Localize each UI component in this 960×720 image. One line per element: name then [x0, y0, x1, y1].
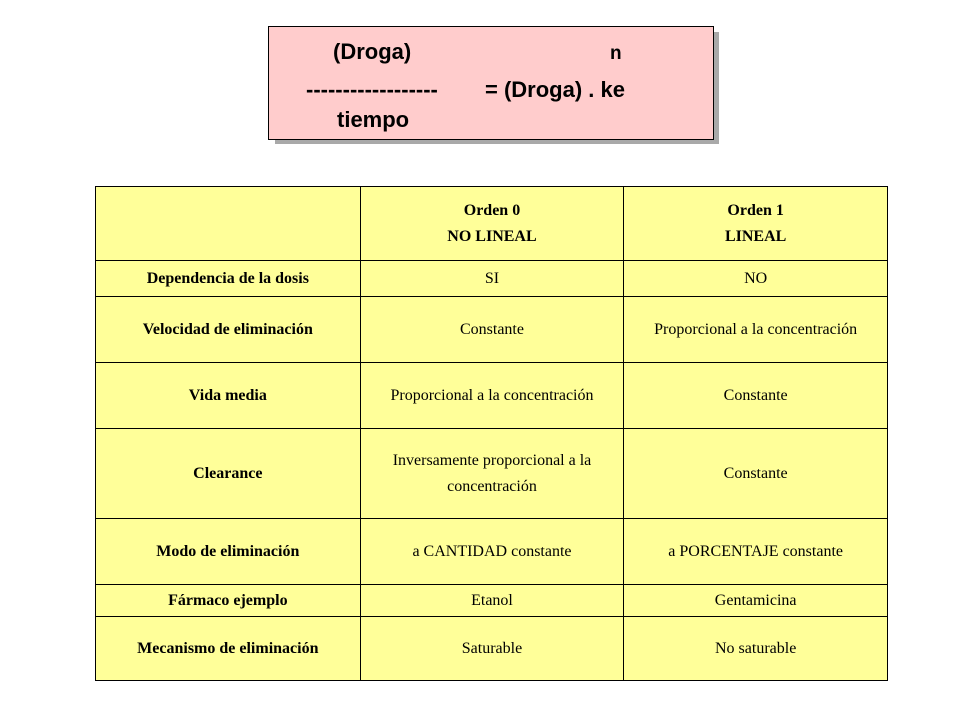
- cell-order-1: Gentamicina: [624, 585, 888, 617]
- row-label: Vida media: [96, 363, 361, 429]
- cell-order-1: Proporcional a la concentración: [624, 297, 888, 363]
- table-row: [96, 519, 888, 585]
- formula-box: [268, 26, 714, 140]
- table-row: [96, 429, 888, 519]
- header-empty-cell: [96, 187, 361, 261]
- header-order-0: Orden 0 NO LINEAL: [360, 187, 624, 261]
- cell-order-1: Constante: [624, 363, 888, 429]
- cell-order-0: Proporcional a la concentración: [360, 363, 624, 429]
- formula-numerator: (Droga): [333, 39, 412, 64]
- table-row: [96, 297, 888, 363]
- row-label: Dependencia de la dosis: [96, 261, 361, 297]
- row-label: Clearance: [96, 429, 361, 519]
- header-order-1: Orden 1 LINEAL: [624, 187, 888, 261]
- cell-order-1: a PORCENTAJE constante: [624, 519, 888, 585]
- table-row: [96, 261, 888, 297]
- cell-order-1: No saturable: [624, 617, 888, 681]
- cell-order-1: NO: [624, 261, 888, 297]
- formula-denominator: tiempo: [337, 107, 410, 132]
- cell-order-0: Etanol: [360, 585, 624, 617]
- kinetics-comparison-table: [95, 186, 888, 681]
- formula-fraction-bar: ------------------: [306, 77, 438, 102]
- cell-order-0: Constante: [360, 297, 624, 363]
- row-label: Modo de eliminación: [96, 519, 361, 585]
- table-header-row: [96, 187, 888, 261]
- row-label: Mecanismo de eliminación: [96, 617, 361, 681]
- table-row: [96, 585, 888, 617]
- cell-order-0: SI: [360, 261, 624, 297]
- row-label: Velocidad de eliminación: [96, 297, 361, 363]
- formula-right-side: = (Droga) . ke: [485, 77, 625, 102]
- cell-order-0: a CANTIDAD constante: [360, 519, 624, 585]
- formula-exponent: n: [610, 43, 622, 64]
- cell-order-0: Inversamente proporcional a la concentración: [360, 429, 624, 519]
- table-row: [96, 617, 888, 681]
- cell-order-1: Constante: [624, 429, 888, 519]
- table-row: [96, 363, 888, 429]
- row-label: Fármaco ejemplo: [96, 585, 361, 617]
- cell-order-0: Saturable: [360, 617, 624, 681]
